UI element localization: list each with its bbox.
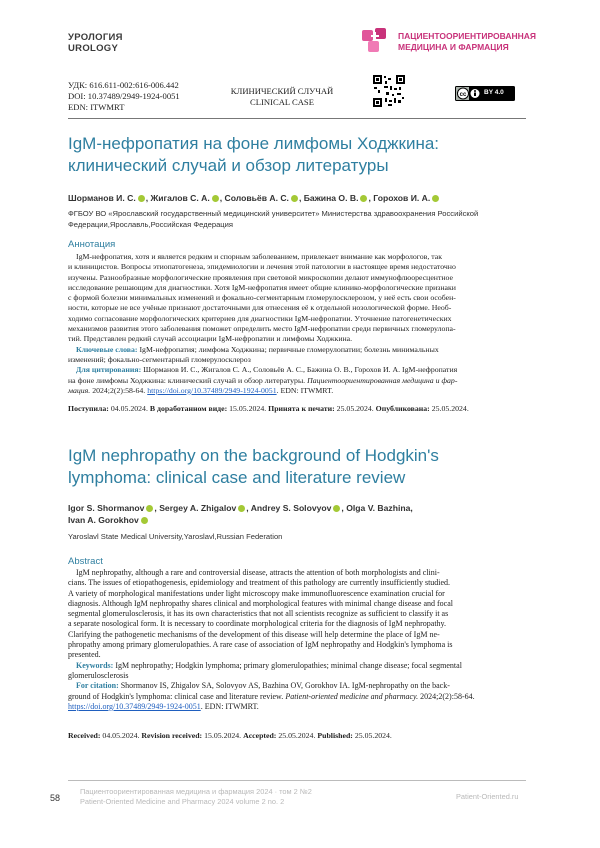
affiliation-ru: ФГБОУ ВО «Ярославский государственный медицинский университет» Министерства здравоохранения Российской Федерации,Ярославль,Российская Федерация [68, 209, 479, 229]
citation-label-en: For citation: [76, 681, 119, 691]
abstract-ru: IgM-нефропатия, хотя и является редким и спорным заболеванием, привлекает внимание как морфологов, так и клиницистов. Вопросы этиопатогенеза, эпидемиологии и лечения этой патологии в настоящее время недостаточно изучены. Разнообразные морфологические проявления при световой микроскопии делают иммунофлюоресцентное исследование решающим для диагностики. Хотя IgM-нефропатия имеет общие клинико-морфологические признаки с формой болезни минимальных изменений и фокально-сегментарным гломерулосклерозом, у неё есть свои особен- ности, которые не все учёные признают достаточными для отнесения её к отдельной нозологической форме. Необ- ходимо согласование морфологических критериев для диагностики IgM-нефропатии. Уточнение патогенетических механизмов развития этого заболевания поможет определить место IgM-нефропатии среди первичных гломерулопа- тий. Представлен редкий случай ассоциации IgM-нефропатии и лимфомы Ходжкина. Ключевые слова: IgM-нефропатия; лимфома Ходжкина; первичные гломерулопатии; болезнь минимальных изменений; фокально-сегментарный гломерулосклероз Для цитирования: Шорманов И. С., Жигалов С. А., Соловьёв А. С., Бажина О. В., Горохов И. А. IgM-нефропатия на фоне лимфомы Ходжкина: клинический случай и обзор литературы. Пациентоориентированная медицина и фар- мация. 2024;2(2):58-64. https://doi.org/10.37489/2949-1924-0051. EDN: ITWMRT. [68, 252, 458, 395]
orcid-icon[interactable] [333, 505, 340, 512]
journal-section-en: UROLOGY [68, 43, 119, 54]
orcid-icon[interactable] [360, 195, 367, 202]
header-divider [68, 118, 526, 119]
author-name: Жигалов С. А. [150, 193, 210, 203]
journal-logo-icon [360, 26, 390, 54]
doi[interactable]: DOI: 10.37489/2949-1924-0051 [68, 91, 180, 101]
citation-label-ru: Для цитирования: [76, 365, 142, 375]
dates-ru: Поступила: 04.05.2024. В доработанном виде: 15.05.2024. Принята к печати: 25.05.2024. Опубликована: 25.05.2024. [68, 404, 469, 413]
article-title-en: IgM nephropathy on the background of Hodgkin's lymphoma: clinical case and literature review [68, 446, 439, 487]
orcid-icon[interactable] [238, 505, 245, 512]
author-name: Соловьёв А. С. [224, 193, 289, 203]
keywords-label-ru: Ключевые слова: [76, 344, 138, 354]
orcid-icon[interactable] [212, 195, 219, 202]
svg-text:cc: cc [459, 92, 467, 98]
footer-divider [68, 780, 526, 781]
orcid-icon[interactable] [141, 517, 148, 524]
orcid-icon[interactable] [138, 195, 145, 202]
dates-en: Received: 04.05.2024. Revision received: 15.05.2024. Accepted: 25.05.2024. Published: 25.05.2024. [68, 731, 392, 740]
footer-journal-ru: Пациентоориентированная медицина и фармация 2024 · том 2 №2 [80, 787, 312, 796]
authors-en-line2 [68, 515, 149, 525]
brand-line-2: МЕДИЦИНА И ФАРМАЦИЯ [398, 42, 509, 52]
qr-code-icon[interactable] [372, 74, 406, 108]
affiliation-en: Yaroslavl State Medical University,Yaroslavl,Russian Federation [68, 532, 283, 541]
footer-journal-en: Patient-Oriented Medicine and Pharmacy 2024 volume 2 no. 2 [80, 797, 285, 806]
abstract-en: IgM nephropathy, although a rare and controversial disease, attracts the attention of both morphologists and clini- cians. The issues of etiopathogenesis, epidemiology and treatment of this pathology are currently insufficiently studied. A variety of morphological manifestations under light microscopy make immunofluorescence examination crucial for diagnosis. Although IgM nephropathy shares clinical and morphological features with minimal change disease and focal segmental glomerulosclerosis, it has its own characteristics that not all scientists recognize as sufficient to classify it as a separate nosological form. It is necessary to coordinate morphological criteria for the diagnosis of IgM nephropathy. Clarifying the pathogenetic mechanisms of the development of this disease will help determine the place of IgM ne- phropathy among primary glomerulopathies. A rare case of association of IgM nephropathy and Hodgkin's lymphoma is presented. Keywords: IgM nephropathy; Hodgkin lymphoma; primary glomerulopathies; minimal change disease; focal segmental glomerulosclerosis For citation: Shormanov IS, Zhigalov SA, Solovyov AS, Bazhina OV, Gorokhov IA. IgM-nephropathy on the back- ground of Hodgkin's lymphoma: clinical case and literature review. Patient-oriented medicine and pharmacy. 2024;2(2):58-64. https://doi.org/10.37489/2949-1924-0051. EDN: ITWMRT. [68, 568, 475, 711]
footer-site-link[interactable]: Patient-Oriented.ru [456, 792, 519, 801]
udk: УДК: 616.611-002:616-006.442 [68, 80, 179, 90]
author-name: Olga V. Bazhina, [346, 503, 413, 513]
author-name: Igor S. Shormanov [68, 503, 145, 513]
orcid-icon[interactable] [291, 195, 298, 202]
edn: EDN: ITWMRT [68, 102, 125, 112]
author-name: Шорманов И. С. [68, 193, 136, 203]
doi-link-en[interactable]: https://doi.org/10.37489/2949-1924-0051 [68, 701, 201, 711]
author-name: Sergey A. Zhigalov [159, 503, 237, 513]
category-ru: КЛИНИЧЕСКИЙ СЛУЧАЙ [230, 86, 334, 96]
page-number: 58 [50, 793, 61, 803]
doi-link-ru[interactable]: https://doi.org/10.37489/2949-1924-0051 [147, 385, 277, 395]
keywords-label-en: Keywords: [76, 660, 114, 670]
article-title-ru: IgM-нефропатия на фоне лимфомы Ходжкина: клинический случай и обзор литературы [68, 134, 440, 175]
abstract-heading-ru: Аннотация [68, 239, 116, 250]
author-name: Andrey S. Solovyov [250, 503, 332, 513]
authors-en: Igor S. Shormanov , Sergey A. Zhigalov , Andrey S. Solovyov , Olga V. Bazhina, [68, 503, 413, 513]
category-en: CLINICAL CASE [250, 97, 314, 107]
authors-ru: Шорманов И. С. , Жигалов С. А. , Соловьёв А. С. , Бажина О. В. , Горохов И. А. [68, 193, 440, 203]
abstract-heading-en: Abstract [68, 556, 103, 567]
author-name: Бажина О. В. [303, 193, 359, 203]
orcid-icon[interactable] [146, 505, 153, 512]
brand-line-1: ПАЦИЕНТООРИЕНТИРОВАННАЯ [398, 31, 537, 41]
journal-section-ru: УРОЛОГИЯ [68, 32, 123, 43]
license-text: BY 4.0 [484, 89, 504, 96]
author-name: Ivan A. Gorokhov [68, 515, 139, 525]
author-name: Горохов И. А. [373, 193, 431, 203]
orcid-icon[interactable] [432, 195, 439, 202]
